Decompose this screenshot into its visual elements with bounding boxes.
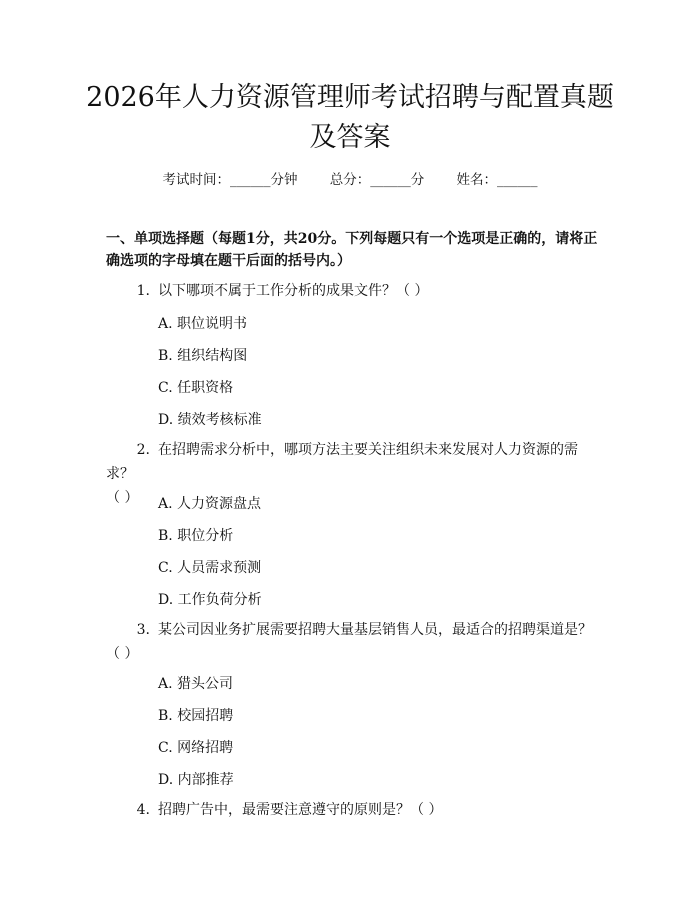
page-title [60, 78, 640, 158]
q1-option-c: C. 任职资格 [158, 380, 234, 396]
q3-option-b: B. 校园招聘 [158, 708, 234, 724]
question-answer-blank: （ ） [106, 490, 139, 506]
section-heading: 一、单项选择题（每题1分，共20分。下列每题只有一个选项是正确的，请将正确选项的字母填在题干后面的括号内。） [106, 231, 598, 269]
title-line-2: 及答案 [309, 122, 391, 153]
q2-option-c: C. 人员需求预测 [158, 560, 262, 576]
total-score: 总分：______分 [329, 172, 425, 188]
q1-option-d: D. 绩效考核标准 [158, 412, 262, 428]
question-4 [106, 798, 602, 822]
q1-option-a: A. 职位说明书 [158, 316, 248, 332]
question-text: 某公司因业务扩展需要招聘大量基层销售人员，最适合的招聘渠道是？ [158, 622, 592, 638]
q1-option-b: B. 组织结构图 [158, 348, 248, 364]
question-answer-blank: （ ） [106, 646, 139, 662]
question-text: 以下哪项不属于工作分析的成果文件？（ ） [158, 283, 429, 299]
q2-option-a: A. 人力资源盘点 [158, 496, 262, 512]
q3-option-d: D. 内部推荐 [158, 772, 234, 788]
exam-time: 考试时间：______分钟 [162, 172, 298, 188]
question-text: 招聘广告中，最需要注意遵守的原则是？（ ） [158, 802, 443, 818]
q2-option-d: D. 工作负荷分析 [158, 592, 262, 608]
question-text: 在招聘需求分析中，哪项方法主要关注组织未来发展对人力资源的需求？ [106, 442, 578, 482]
question-1 [106, 279, 602, 303]
question-number: 4. [136, 802, 150, 818]
question-number: 1. [136, 283, 150, 299]
question-number: 2. [136, 442, 150, 458]
student-name: 姓名：______ [456, 172, 538, 188]
q3-option-a: A. 猎头公司 [158, 676, 234, 692]
exam-meta [0, 168, 700, 188]
question-number: 3. [136, 622, 150, 638]
title-line-1: 2026年人力资源管理师考试招聘与配置真题 [86, 82, 614, 113]
q2-option-b: B. 职位分析 [158, 528, 234, 544]
q3-option-c: C. 网络招聘 [158, 740, 234, 756]
question-3 [106, 618, 602, 666]
